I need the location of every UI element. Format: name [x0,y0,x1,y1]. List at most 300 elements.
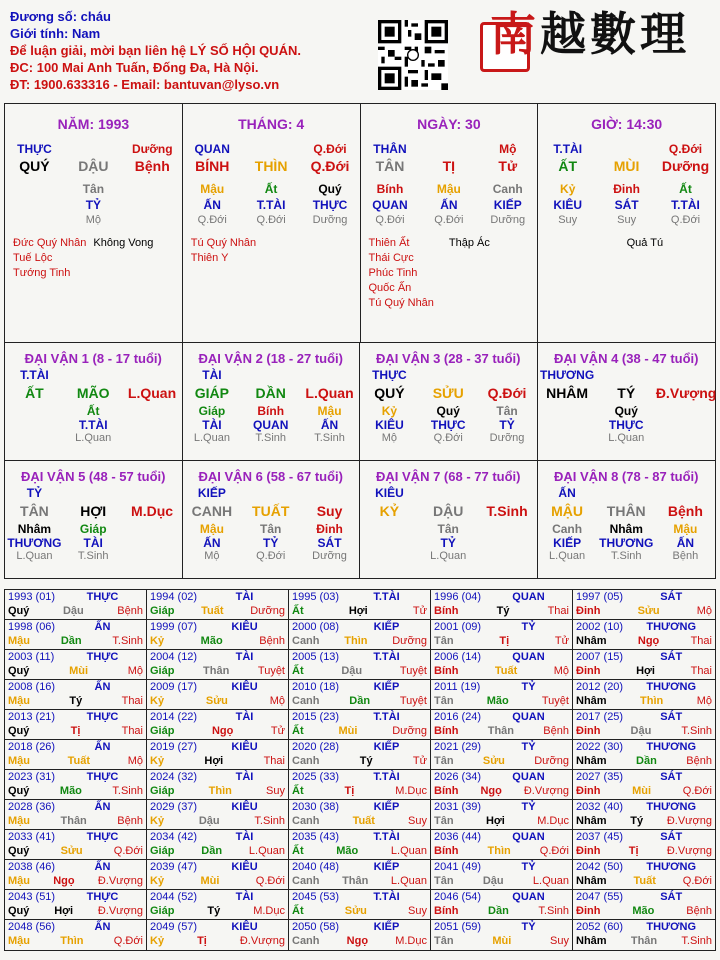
pillar-row1 [538,142,715,156]
qr-code-icon[interactable] [378,20,448,90]
year-top [576,591,712,605]
year-label: 1996 (04) [434,591,482,603]
year-bottom [434,785,569,797]
year-item: Hợi [204,755,224,767]
dv-cell [478,486,537,500]
dai-van-title: ĐẠI VẬN 6 (58 - 67 tuổi) [198,468,343,484]
year-bottom [150,875,285,887]
year-item: Đ.Vượng [523,785,569,797]
year-cell [147,890,289,920]
pillar-stars [538,236,715,251]
dv-cell: THÂN [606,502,646,519]
year-label: 1993 (01) [8,591,56,603]
year-top [8,831,143,845]
year-item: Dần [60,635,82,647]
year-item: Suy [408,905,427,917]
year-star: KIẾP [373,741,400,753]
year-top [576,651,712,665]
dv-cell [64,486,123,500]
dv-cell: ẤN [676,535,695,550]
year-top [576,801,712,815]
year-item: Ngọ [637,635,660,647]
dv-cell: NHÂM [546,385,589,401]
year-label: 2025 (33) [292,771,340,783]
dai-van-1 [5,343,183,461]
year-item: Mậu [8,875,30,887]
dv-cell: THƯƠNG [7,535,62,550]
year-top [8,891,143,905]
year-cell [289,650,431,680]
year-item: Mậu [8,695,30,707]
dv-cell [656,368,715,382]
year-star: THỰC [86,651,119,663]
year-item: Canh [292,755,320,767]
contact-line: Để luận giải, mời bạn liên hệ LÝ SỐ HỘI QUÁN. [10,43,301,58]
year-item: Canh [292,815,320,827]
year-item: Dưỡng [534,755,569,767]
year-label: 2048 (56) [8,921,56,933]
dv-god [183,368,360,382]
year-star: TỶ [521,681,536,693]
dv-cell: L.Quan [127,385,177,401]
dv-cell: L.Quan [75,432,112,444]
dv-cell: Ất [86,404,100,418]
year-label: 2049 (57) [150,921,198,933]
pillar-cell: Canh [492,182,523,196]
year-bottom [434,755,569,767]
year-label: 2033 (41) [8,831,56,843]
dv-main [5,503,182,519]
dv-cell [123,536,182,550]
year-item: Dần [636,755,657,767]
year-bottom [150,785,285,797]
year-item: T.Sinh [681,725,712,737]
year-top [150,651,285,665]
year-star: TÀI [235,591,254,603]
year-item: Kỷ [150,875,165,887]
year-item: Kỷ [150,695,165,707]
dv-cell: Mậu [199,521,224,536]
dv-main [538,385,716,401]
year-item: Ngọ [211,725,234,737]
year-label: 2006 (14) [434,651,482,663]
year-bottom [434,725,569,737]
year-top [8,741,143,755]
dv-cell: KỶ [379,502,400,519]
year-bottom [576,935,712,947]
pillar-row3 [183,182,360,196]
dv-h3 [360,550,537,562]
year-top [292,651,427,665]
year-item: Giáp [150,605,175,617]
year-top [8,771,143,785]
dv-cell: GIÁP [194,385,230,401]
dv-cell: TỶ [499,418,515,432]
year-star: QUAN [512,891,545,903]
year-cell [147,770,289,800]
year-item: Tuất [633,875,656,887]
dv-cell [478,536,537,550]
pillar-cell [5,198,63,212]
dv-cell: Tân [260,521,282,536]
dv-h1 [538,522,716,536]
year-item: Q.Đới [113,935,143,947]
dv-cell: TÀI [202,368,222,382]
pillar-cell: Q.Đới [668,142,703,156]
pillar-cell [123,214,181,226]
year-cell [5,680,147,710]
dv-main [360,503,537,519]
year-item: Thai [690,665,712,677]
year-cell [5,650,147,680]
gioi-tinh: Giới tính: Nam [10,26,101,41]
year-bottom [576,695,712,707]
dai-van-title: ĐẠI VẬN 7 (68 - 77 tuổi) [376,468,521,484]
year-bottom [150,905,285,917]
pillar-row2 [183,158,360,174]
year-item: Dần [349,695,371,707]
year-star: TÀI [235,711,254,723]
year-bottom [8,725,143,737]
year-star: SÁT [660,831,683,843]
year-item: Sửu [60,845,83,857]
dv-cell: MẬU [551,502,584,519]
year-cell [573,920,715,950]
dv-cell: Giáp [198,404,226,418]
pillar-cell: Q.Đới [310,158,350,174]
year-item: Ất [292,905,304,917]
year-item: T.Sinh [681,935,712,947]
year-item: Quý [8,845,30,857]
dv-cell: Nhâm [17,521,52,536]
year-star: KIÊU [231,861,258,873]
year-bottom [576,635,712,647]
year-label: 2001 (09) [434,621,482,633]
pillar-cell: MÙI [613,158,640,174]
year-item: Bính [434,665,459,677]
year-star: KIẾP [373,861,400,873]
year-top [434,891,569,905]
dv-god [360,368,537,382]
pillar-cell: Ất [679,182,692,196]
year-star: T.TÀI [373,651,400,663]
year-star: QUAN [512,711,545,723]
year-item: M.Dục [395,935,427,947]
dv-cell: T.Sinh [77,549,109,562]
year-bottom [292,695,427,707]
year-item: Thân [203,665,230,677]
dv-cell: ẤT [25,385,44,401]
header-info [10,8,370,93]
pillar-row4 [5,198,182,212]
dv-cell: Dưỡng [312,549,347,562]
year-item: Mộ [696,605,712,617]
pillar-cell: TÂN [375,158,405,174]
year-star: SÁT [660,891,683,903]
year-label: 2027 (35) [576,771,624,783]
year-bottom [8,875,143,887]
year-item: Giáp [150,725,175,737]
year-star: THƯƠNG [646,741,697,753]
year-star: QUAN [512,591,545,603]
dv-cell [419,486,478,500]
year-cell [431,740,573,770]
year-cell [5,590,147,620]
dv-cell: TỶ [263,535,279,550]
dv-cell [300,368,359,382]
year-item: Đ.Vượng [97,905,143,917]
year-item: Mùi [338,725,358,737]
year-item: Đ.Vượng [666,815,712,827]
year-cell [289,590,431,620]
year-cell [147,680,289,710]
year-bottom [434,875,569,887]
star-item: Không Vong [93,237,154,249]
year-item: Ngọ [346,935,369,947]
year-top [292,741,427,755]
year-item: Giáp [150,785,175,797]
year-star: SÁT [660,591,683,603]
pillar-row1 [183,142,360,156]
year-bottom [576,905,712,917]
year-label: 2026 (34) [434,771,482,783]
year-bottom [576,755,712,767]
year-top [576,861,712,875]
year-label: 2022 (30) [576,741,624,753]
dai-van-8 [538,461,716,579]
year-top [434,741,569,755]
dv-h2 [538,418,716,432]
dv-cell: L.Quan [193,432,230,444]
year-cell [5,710,147,740]
year-item: Quý [8,605,30,617]
year-item: Bệnh [259,635,285,647]
pillar-cell: SÁT [614,198,639,212]
year-bottom [8,845,143,857]
year-label: 2023 (31) [8,771,56,783]
year-bottom [292,785,427,797]
pillar-cell: BÍNH [195,158,230,174]
pillar-cell: ẤN [203,198,221,212]
year-bottom [292,905,427,917]
year-top [434,711,569,725]
dv-cell: Tân [496,404,518,418]
year-bottom [576,875,712,887]
year-star: TÀI [235,651,254,663]
year-cell [573,740,715,770]
dv-cell: Bính [257,404,285,418]
year-bottom [292,635,427,647]
dv-cell: TỶ [26,485,43,500]
year-item: Đinh [576,905,601,917]
year-item: Ất [292,665,304,677]
year-item: Hợi [54,905,74,917]
dv-cell: T.Sinh [314,432,345,444]
year-top [8,591,143,605]
year-bottom [434,935,569,947]
pillar-cell: Mậu [436,182,461,196]
year-label: 2040 (48) [292,861,340,873]
year-label: 2024 (32) [150,771,198,783]
year-item: Bính [434,605,459,617]
address-line: ĐC: 100 Mai Anh Tuấn, Đống Đa, Hà Nội. [10,60,259,75]
dv-cell: L.Quan [430,549,467,562]
year-cell [5,830,147,860]
year-star: KIÊU [231,801,258,813]
year-label: 2042 (50) [576,861,624,873]
year-item: M.Dục [537,815,569,827]
dai-van-title: ĐẠI VẬN 2 (18 - 27 tuổi) [198,351,343,366]
year-item: Hợi [485,815,505,827]
dv-cell [597,368,656,382]
dv-god [538,368,716,382]
pillar-title: NĂM: 1993 [57,116,130,132]
year-top [434,591,569,605]
year-item: Đinh [576,785,601,797]
year-item: Thai [121,695,143,707]
stars-left [191,236,271,266]
pillar-cell [242,142,300,156]
year-item: Dậu [482,875,504,887]
year-item: Mão [486,695,509,707]
year-star: SÁT [660,711,683,723]
year-top [8,651,143,665]
year-cell [431,680,573,710]
star-item: Thiên Ất [368,237,410,249]
dv-cell: SỬU [432,385,464,401]
dv-cell: Quý [436,404,460,418]
year-cell [5,620,147,650]
year-bottom [8,785,143,797]
dai-van-title: ĐẠI VẬN 5 (48 - 57 tuổi) [21,468,166,484]
dv-cell: Q.Đới [433,432,463,444]
year-bottom [8,815,143,827]
year-label: 2029 (37) [150,801,198,813]
year-label: 1998 (06) [8,621,56,633]
year-star: THƯƠNG [646,861,697,873]
year-top [434,921,569,935]
year-item: Nhâm [576,875,607,887]
year-item: Bính [434,845,459,857]
dv-cell: QUAN [253,418,289,432]
year-item: Mộ [127,755,143,767]
dai-van-3 [360,343,538,461]
year-star: TÀI [235,891,254,903]
dv-cell: M.Dục [131,502,174,519]
year-top [292,891,427,905]
dv-cell: TÀI [202,418,222,432]
four-pillars [4,103,716,343]
year-item: T.Sinh [112,785,143,797]
pillar-cell: T.TÀI [671,198,700,212]
pillar-cell: Tân [82,182,105,196]
pillar-row3 [538,182,715,196]
star-item: Tuế Lộc [13,252,53,264]
year-top [150,681,285,695]
year-item: Thìn [208,785,232,797]
year-item: Ất [292,605,304,617]
year-item: Suy [550,935,569,947]
year-cell [147,800,289,830]
phone-email-line[interactable]: ĐT: 1900.633316 - Email: bantuvan@lyso.vn [10,77,280,92]
year-star: THƯƠNG [646,921,697,933]
star-item: Quả Tú [626,237,664,249]
year-cell [573,860,715,890]
dv-cell [241,368,300,382]
star-item: Đức Quý Nhân [13,237,87,249]
year-top [150,771,285,785]
dv-god [538,486,716,500]
dv-cell [360,550,419,562]
dv-h2 [183,536,360,550]
dv-cell: Quý [614,404,638,418]
dv-main [183,503,360,519]
year-item: Q.Đới [113,845,143,857]
stars-right [271,236,351,266]
year-star: TÀI [235,771,254,783]
year-item: Thai [690,635,712,647]
year-bottom [576,665,712,677]
pillar-cell [64,142,122,156]
pillar-cell [123,182,181,196]
year-bottom [292,875,427,887]
year-item: Kỷ [150,815,165,827]
year-item: Mậu [8,635,30,647]
year-bottom [150,755,285,767]
pillar-cell: Kỷ [560,182,576,196]
pillar-cell: Dưỡng [490,214,526,226]
year-item: Thân [630,935,658,947]
year-label: 2028 (36) [8,801,56,813]
year-item: Mùi [492,935,512,947]
year-cell [289,830,431,860]
year-top [576,621,712,635]
year-star: ẤN [94,921,111,933]
year-item: Tị [197,935,207,947]
stars-right [627,236,707,251]
year-top [292,861,427,875]
year-bottom [150,635,285,647]
pillar-cell: THÂN [373,142,407,156]
dv-cell: T.TÀI [78,418,108,432]
pillar-cell: Mộ [499,142,517,156]
year-top [576,741,712,755]
dv-h3 [360,432,537,444]
dv-cell [656,418,715,432]
dv-cell: Mậu [673,521,698,536]
pillar-cell: Dưỡng [312,214,348,226]
year-item: Tử [412,755,427,767]
dv-cell [360,522,419,536]
year-item: Bệnh [543,725,569,737]
pillar-row4 [538,198,715,212]
year-item: Bính [434,725,459,737]
year-bottom [434,815,569,827]
year-item: Bính [434,785,459,797]
dv-cell: T.TÀI [20,368,49,382]
pillar-3 [538,104,715,342]
year-bottom [8,665,143,677]
year-cell [289,890,431,920]
dv-cell [64,368,123,382]
year-label: 2020 (28) [292,741,340,753]
year-item: Dậu [341,665,363,677]
dv-cell: CANH [191,502,233,519]
year-label: 2005 (13) [292,651,340,663]
year-item: Đ.Vượng [97,875,143,887]
year-star: ẤN [94,681,111,693]
year-cell [147,650,289,680]
